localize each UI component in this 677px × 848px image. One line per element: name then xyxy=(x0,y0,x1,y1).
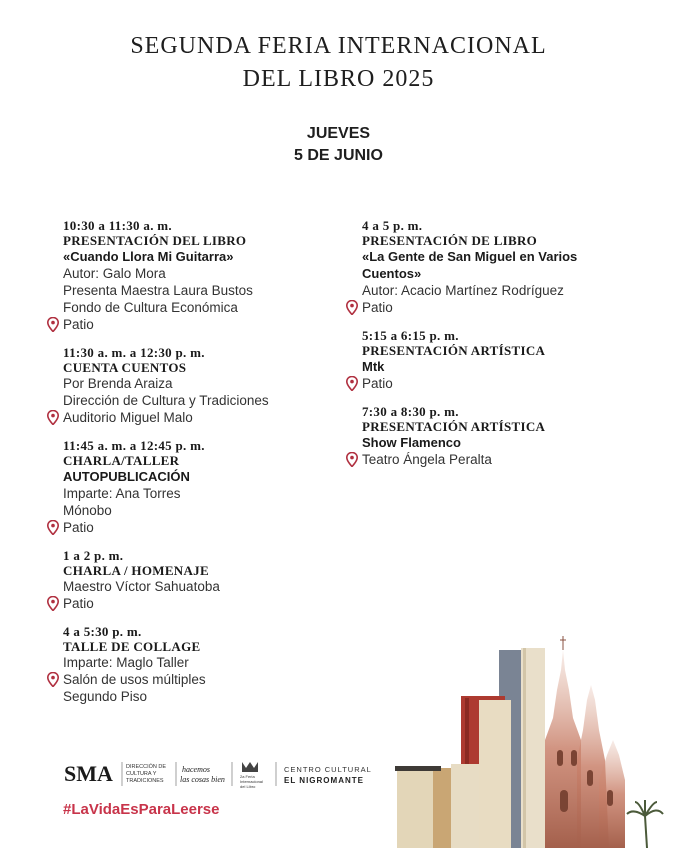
sma-logo: SMA xyxy=(64,761,113,786)
event-name: AUTOPUBLICACIÓN xyxy=(63,469,190,484)
schedule-event xyxy=(362,404,652,468)
event-time: 1 a 2 p. m. xyxy=(63,548,124,563)
day-name: JUEVES xyxy=(306,125,371,142)
schedule-event xyxy=(362,218,652,316)
schedule-event xyxy=(63,624,323,705)
map-pin-icon xyxy=(346,452,358,467)
event-type: TALLE DE COLLAGE xyxy=(63,639,201,654)
event-type: CHARLA/TALLER xyxy=(63,453,180,468)
event-location-label: Patio xyxy=(362,376,393,391)
books-icon xyxy=(395,648,545,848)
event-detail: Autor: Galo Mora xyxy=(63,266,166,281)
hashtag: #LaVidaEsParaLeerse xyxy=(63,801,220,818)
event-location-label: Auditorio Miguel Malo xyxy=(63,410,193,425)
event-location xyxy=(362,375,652,392)
slogan-line-1: hacemos xyxy=(182,765,210,774)
event-detail: Autor: Acacio Martínez Rodríguez xyxy=(362,283,564,298)
map-pin-icon xyxy=(47,317,59,332)
event-time: 10:30 a 11:30 a. m. xyxy=(63,218,172,233)
event-type: PRESENTACIÓN ARTÍSTICA xyxy=(362,343,546,358)
schedule-event xyxy=(63,548,323,612)
event-detail: Imparte: Maglo Taller xyxy=(63,655,189,670)
event-location xyxy=(362,299,652,316)
event-location xyxy=(63,671,323,688)
event-detail: Por Brenda Araiza xyxy=(63,376,173,391)
event-location-label: Patio xyxy=(63,317,94,332)
event-time: 4 a 5 p. m. xyxy=(362,218,423,233)
schedule-event xyxy=(63,438,323,536)
event-location-label: Patio xyxy=(362,300,393,315)
event-detail: Mónobo xyxy=(63,503,112,518)
event-time: 11:30 a. m. a 12:30 p. m. xyxy=(63,345,205,360)
map-pin-icon xyxy=(346,300,358,315)
event-detail: Fondo de Cultura Económica xyxy=(63,300,238,315)
event-location xyxy=(362,451,652,468)
event-type: CUENTA CUENTOS xyxy=(63,360,187,375)
event-title xyxy=(0,30,677,96)
map-pin-icon xyxy=(346,376,358,391)
palm-tree-icon xyxy=(627,800,663,848)
sponsor-logos xyxy=(64,756,384,792)
title-line-1: SEGUNDA FERIA INTERNACIONAL xyxy=(130,33,547,59)
map-pin-icon xyxy=(47,596,59,611)
schedule-event xyxy=(63,345,323,426)
map-pin-icon xyxy=(47,520,59,535)
event-location xyxy=(63,409,323,426)
event-location xyxy=(63,688,323,705)
event-detail: Dirección de Cultura y Tradiciones xyxy=(63,393,269,408)
map-pin-icon xyxy=(47,410,59,425)
feria-logo-icon xyxy=(242,762,258,772)
event-location xyxy=(63,316,323,333)
day-heading xyxy=(0,123,677,167)
event-name: Mtk xyxy=(362,359,385,374)
event-location-label: Segundo Piso xyxy=(63,689,148,704)
event-time: 5:15 a 6:15 p. m. xyxy=(362,328,459,343)
schedule-event xyxy=(362,328,652,392)
schedule-column-right xyxy=(362,218,652,480)
event-location-label: Teatro Ángela Peralta xyxy=(362,452,492,467)
feria-logo-1: 2a Feria xyxy=(240,774,255,779)
event-time: 4 a 5:30 p. m. xyxy=(63,624,142,639)
event-location xyxy=(63,595,323,612)
event-location-label: Salón de usos múltiples xyxy=(63,672,206,687)
church-icon xyxy=(545,636,625,848)
centro-logo-2: EL NIGROMANTE xyxy=(284,776,364,785)
event-name: Cuentos» xyxy=(362,266,422,281)
event-type: CHARLA / HOMENAJE xyxy=(63,563,209,578)
slogan-line-2: las cosas bien xyxy=(180,775,225,784)
schedule-event xyxy=(63,218,323,333)
event-name: Show Flamenco xyxy=(362,435,461,450)
event-name: «La Gente de San Miguel en Varios xyxy=(362,249,578,264)
event-time: 7:30 a 8:30 p. m. xyxy=(362,404,459,419)
event-name: «Cuando Llora Mi Guitarra» xyxy=(63,249,234,264)
event-type: PRESENTACIÓN DE LIBRO xyxy=(362,233,538,248)
day-date: 5 DE JUNIO xyxy=(294,147,383,164)
books-church-illustration xyxy=(395,630,677,848)
title-line-2: DEL LIBRO 2025 xyxy=(242,66,435,92)
event-detail: Imparte: Ana Torres xyxy=(63,486,181,501)
centro-logo-1: CENTRO CULTURAL xyxy=(284,765,372,774)
feria-logo-3: del Libro xyxy=(240,784,256,789)
event-location xyxy=(63,519,323,536)
sma-sub-3: TRADICIONES xyxy=(126,778,164,784)
event-detail: Maestro Víctor Sahuatoba xyxy=(63,579,220,594)
sma-sub-1: DIRECCIÓN DE xyxy=(126,764,167,770)
event-type: PRESENTACIÓN DEL LIBRO xyxy=(63,233,247,248)
event-location-label: Patio xyxy=(63,596,94,611)
schedule-column-left xyxy=(63,218,323,717)
event-location-label: Patio xyxy=(63,520,94,535)
event-time: 11:45 a. m. a 12:45 p. m. xyxy=(63,438,205,453)
sma-sub-2: CULTURA Y xyxy=(126,771,157,777)
feria-logo-2: Internacional xyxy=(240,779,263,784)
event-detail: Presenta Maestra Laura Bustos xyxy=(63,283,253,298)
map-pin-icon xyxy=(47,672,59,687)
event-type: PRESENTACIÓN ARTÍSTICA xyxy=(362,419,546,434)
